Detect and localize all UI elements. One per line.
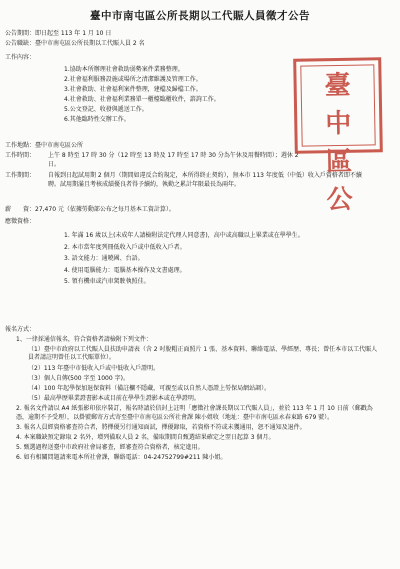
qualifications-label: 應徵資格：: [5, 218, 36, 225]
work-place-row: [5, 142, 83, 150]
salary-label: 薪 資：: [5, 206, 36, 213]
application-item: 6. 如有相關問題請來電本所社會課，聯絡電話：04-24752799#211 陳小姐。: [16, 454, 227, 462]
application-list: [16, 336, 380, 463]
work-period-value: 自報到日起試用期 2 個月（期間如違反合約規定，本所得終止契約），無本市 113 年度低（中低）收入戶資格者即不續聘。試用期滿且考核成績優良者得予續約，執勤之累計年限最長為兩年。: [48, 172, 362, 188]
notice-position-row: [5, 40, 145, 48]
application-item: 2. 報名文件請以 A4 紙張影印依序裝訂，報名時請於信封上註明「應徵社會課長期以工代賑人員」，並於 113 年 1 月 10 日前（郵戳為憑，逾期不予受理），以掛號郵寄方式寄至臺中市南屯區公所社會課 陳小姐收（地址：臺中市南屯區永春東路 679 號）。: [16, 405, 373, 421]
seal-char: 臺: [324, 70, 351, 102]
qualification-item: 2. 本市當年度列冊低收入戶或中低收入戶者。: [64, 243, 186, 251]
salary-row: [5, 206, 175, 214]
application-item: 1、一律採通信報名，符合資格者請檢附下列文件：: [16, 336, 152, 343]
work-content-item: 6.其他臨時性交辦工作。: [64, 116, 130, 123]
notice-position-label: 公告職缺：: [5, 40, 36, 47]
notice-period-row: [5, 30, 111, 38]
application-subitem: （2）113 年臺中市低收入戶或中低收入戶證明。: [28, 364, 160, 372]
work-content-label: 工作內容：: [5, 54, 36, 61]
qualification-item: 5. 領有機車或汽車駕駛執照佳。: [64, 278, 150, 285]
application-subitem: （5）最高學歷畢業證書影本或目前在學學生證影本或在學證明。: [28, 395, 200, 403]
page-title: 臺中市南屯區公所長期以工代賑人員徵才公告: [90, 10, 310, 22]
application-subitem: （3）個人自傳(500 字至 1000 字)。: [28, 374, 129, 382]
work-content-item: 3.社會救助、社會福利案件整理，建檔及歸檔工作。: [64, 86, 202, 93]
seal-char: 區: [325, 146, 353, 178]
seal-char: 中: [325, 108, 352, 140]
work-time-value: 上午 8 時至 17 時 30 分（12 時至 13 時及 17 時至 17 時 30 分為午休及用餐時間）；週休 2 日。: [48, 152, 299, 168]
official-seal-stamp: [293, 57, 383, 216]
work-period-label: 工作期間：: [5, 172, 36, 179]
work-content-list: [64, 66, 220, 124]
work-place-label: 工作地點：: [5, 142, 36, 149]
salary-value: 27,470 元（依據勞動部公布之每月基本工資計算）。: [35, 206, 175, 213]
notice-period-value: 即日起至 113 年 1 月 10 日: [35, 30, 112, 37]
application-label: 報名方式：: [5, 326, 36, 333]
qualification-item: 1. 年滿 16 歲以上(未成年人請檢附法定代理人同意書)，高中或高職以上畢業或在學學生。: [64, 232, 304, 239]
work-content-item: 2.社會福利服務設施或場所之清潔維護及管理工作。: [64, 76, 202, 83]
application-subitem: （4）100 年起學保加退保資料（備註欄不隱藏，可親至或以自然人憑證上勞保局網站調）。: [28, 385, 271, 393]
application-item: 5. 甄選過程送臺中市政府社會局審查，經審查符合資格者，核定進用。: [16, 444, 204, 452]
qualification-item: 3. 語文能力：通曉國、台語。: [64, 255, 144, 262]
seal-char: 公: [326, 184, 353, 216]
work-content-item: 1.協助本所辦理社會救助弱勢案件業務整理。: [64, 66, 184, 73]
application-item: 4. 本案職缺預定錄取 2 名外，增列備取人員 2 名，備取期間自甄選結果確定之翌日起算 3 個月。: [16, 434, 275, 442]
notice-period-label: 公告期間：: [5, 30, 36, 37]
qualification-item: 4. 使用電腦能力：電腦基本操作及文書處理。: [64, 266, 186, 274]
work-content-item: 4.社會救助、社會福利業務單一櫃檯臨櫃收件，諮詢工作。: [64, 96, 220, 103]
qualifications-list: [64, 232, 364, 287]
work-time-label: 工作時間：: [5, 152, 36, 159]
work-place-value: 臺中市南屯區公所: [35, 142, 84, 149]
work-content-item: 5.公文登記、收發與遞送工作。: [64, 106, 148, 113]
notice-position-value: 臺中市南屯區公所長期以工代賑人員 2 名: [35, 40, 145, 47]
application-item: 3. 報名人員經資格審查符合者，將擇優另行通知面試，擇優錄取，若資格不符或未獲通用，恕不通知及退件。: [16, 423, 306, 431]
application-subitem: （1）臺中市政府以工代賑人員扶助申請表（含 2 吋脫帽正面照片 1 張、基本資料、聯絡電話、學經歷、專長；曾任本市以工代賑人員者請註明曾任以工代賑單位）。: [28, 346, 378, 362]
